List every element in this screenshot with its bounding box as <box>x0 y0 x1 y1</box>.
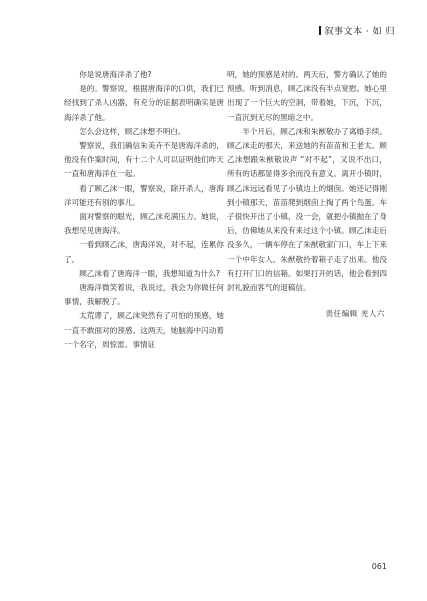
paragraph: 一看到顾乙沫，唐海洋说，对不起，连累你了。 <box>64 240 224 264</box>
paragraph: 你是说唐海洋杀了他? <box>79 70 152 79</box>
paragraph: 顾乙沫看了唐海洋一眼，我想知道为什么? <box>79 268 220 278</box>
page-number: 061 <box>371 562 387 571</box>
paragraph: 看了顾乙沫一眼，警察说，除开杀人，唐海洋可能还有别的事儿。 <box>64 183 224 207</box>
header-bar-decoration <box>319 26 321 35</box>
paragraph: 警察说，我们确信朱美卉不是唐海洋杀的，他没有作案时间，有十二个人可以证明他们昨天一直和唐海洋在一起。 <box>64 141 224 179</box>
editor-credit: 责任编辑 羌人六 <box>325 309 385 319</box>
running-header <box>319 24 395 37</box>
paragraph: 怎么会这样，顾乙沫想不明白。 <box>79 126 186 136</box>
paragraph-continued: 明，她的预感是对的。两天后，警方确认了她的预感。听到消息，顾乙沫没有半点宽慰。她心里出现了一个巨大的空洞，带着她，下沉，下沉，一直沉到无尽的黑暗之中。 <box>227 70 387 122</box>
paragraph: 面对警察的眼光，顾乙沫充满压力。她说，我想见见唐海洋。 <box>64 212 224 236</box>
paragraph: 半个月后，顾乙沫和朱猷敬办了离婚手续。顾乙沫走的那天，来送她的有苗苗和王老太。顾乙沫想跟朱猷敬说声 “对不起”，又说不出口，所有的话都显得多余而没有意义。离开小镇时，顾乙沫远远看见了小镇边上的烟囱。她还记得刚到小镇那天，苗苗爬到烟囱上掏了两个鸟蛋。车子很快开出了小镇，没一会，就把小镇抛在了身后，仿佛她从来没有来过这个小镇。顾乙沫走后没多久，一辆车停在了朱猷敬家门口，车上下来一个中年女人。朱猷敬拎着箱子走了出来。他没有打开门口的信箱。如果打开的话，他会看到四封礼貌而客气的退稿信。 <box>227 126 387 293</box>
right-text-column <box>227 68 387 321</box>
paragraph: 太荒谬了，顾乙沫突然有了可怕的预感，她一直不敢面对的预感。这两天，她脑海中闪动着一个名字，周惊雷。事情证 <box>64 311 224 349</box>
paragraph: 唐海洋微笑着说，我说过，我会为你做任何事情，我解脱了。 <box>64 283 224 307</box>
left-text-column <box>64 68 224 352</box>
paragraph: 是的。警察说，根据唐海洋的口供，我们已经找到了杀人凶器，有充分的证据表明确实是唐海洋杀了他。 <box>64 84 224 122</box>
header-title: 叙事文本 · 如 归 <box>324 27 395 37</box>
